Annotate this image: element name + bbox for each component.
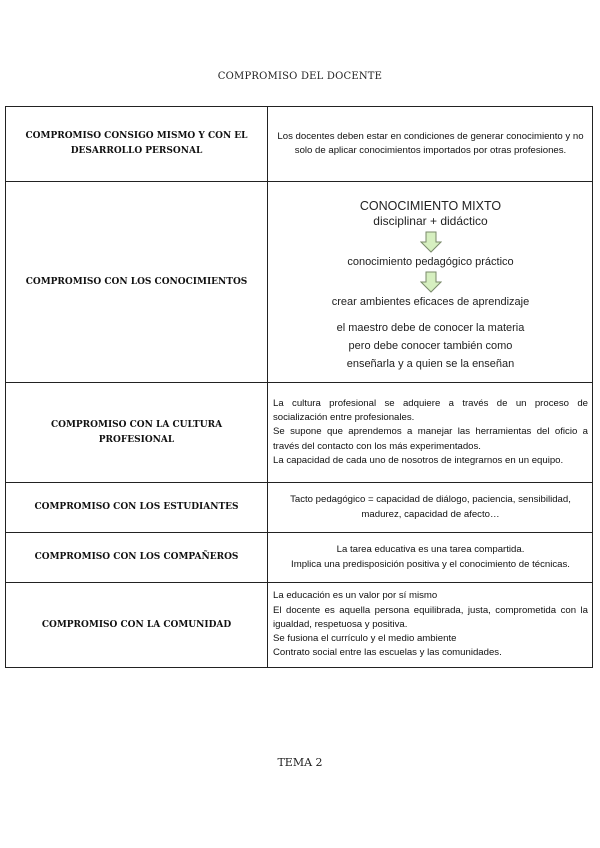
knowledge-diagram [273,191,588,373]
row-content-personal: Los docentes deben estar en condiciones de generar conocimiento y no solo de aplicar conocimientos importados por otras profesiones. [268,107,593,182]
text-line: Implica una predisposición positiva y el conocimiento de técnicas. [291,558,570,570]
text-line: Se supone que aprendemos a manejar las herramientas del oficio a través del contacto con los más experimentados. [273,426,588,452]
table-row [6,583,593,668]
text-line: La educación es un valor por sí mismo [273,590,438,602]
row-content-students: Tacto pedagógico = capacidad de diálogo, paciencia, sensibilidad, madurez, capacidad de afecto… [268,483,593,533]
row-content-culture [268,383,593,483]
text-line: La cultura profesional se adquiere a través de un proceso de socialización entre profesionales. [273,397,588,424]
row-label-students: COMPROMISO CON LOS ESTUDIANTES [6,483,268,533]
commitment-table [5,106,593,668]
row-label-colleagues: COMPROMISO CON LOS COMPAÑEROS [6,533,268,583]
table-row [6,533,593,583]
row-label-culture: COMPROMISO CON LA CULTURA PROFESIONAL [6,383,268,483]
row-label-personal: COMPROMISO CONSIGO MISMO Y CON EL DESARROLLO PERSONAL [6,107,268,182]
page-footer: TEMA 2 [277,756,323,769]
diagram-note-line: enseñarla y a quien se la enseñan [346,358,515,370]
diagram-step-pedagogical: conocimiento pedagógico práctico [347,256,514,268]
text-line: El docente es aquella persona equilibrada, justa, comprometida con la igualdad, respetuosa y positiva. [273,604,588,630]
text-line: Se fusiona el currículo y el medio ambiente [273,633,457,645]
table-row [6,107,593,182]
row-label-community: COMPROMISO CON LA COMUNIDAD [6,583,268,668]
row-content-community [268,583,593,668]
diagram-heading: CONOCIMIENTO MIXTO [359,199,502,213]
down-arrow-icon [420,271,442,293]
diagram-step-environments: crear ambientes eficaces de aprendizaje [331,296,530,308]
row-label-knowledge: COMPROMISO CON LOS CONOCIMIENTOS [6,182,268,383]
text-line: La capacidad de cada uno de nosotros de integrarnos en un equipo. [273,454,564,466]
table-row [6,182,593,383]
document-title: COMPROMISO DEL DOCENTE [217,71,383,82]
text-line: Contrato social entre las escuelas y las comunidades. [273,647,502,659]
diagram-subheading: disciplinar + didáctico [373,214,488,228]
row-content-knowledge [268,182,593,383]
table-row [6,383,593,483]
row-content-colleagues [268,533,593,583]
text-line: La tarea educativa es una tarea compartida. [336,544,525,556]
diagram-note-line: el maestro debe de conocer la materia [336,322,525,334]
table-row [6,483,593,533]
diagram-note-line: pero debe conocer también como [348,340,513,352]
down-arrow-icon [420,231,442,253]
